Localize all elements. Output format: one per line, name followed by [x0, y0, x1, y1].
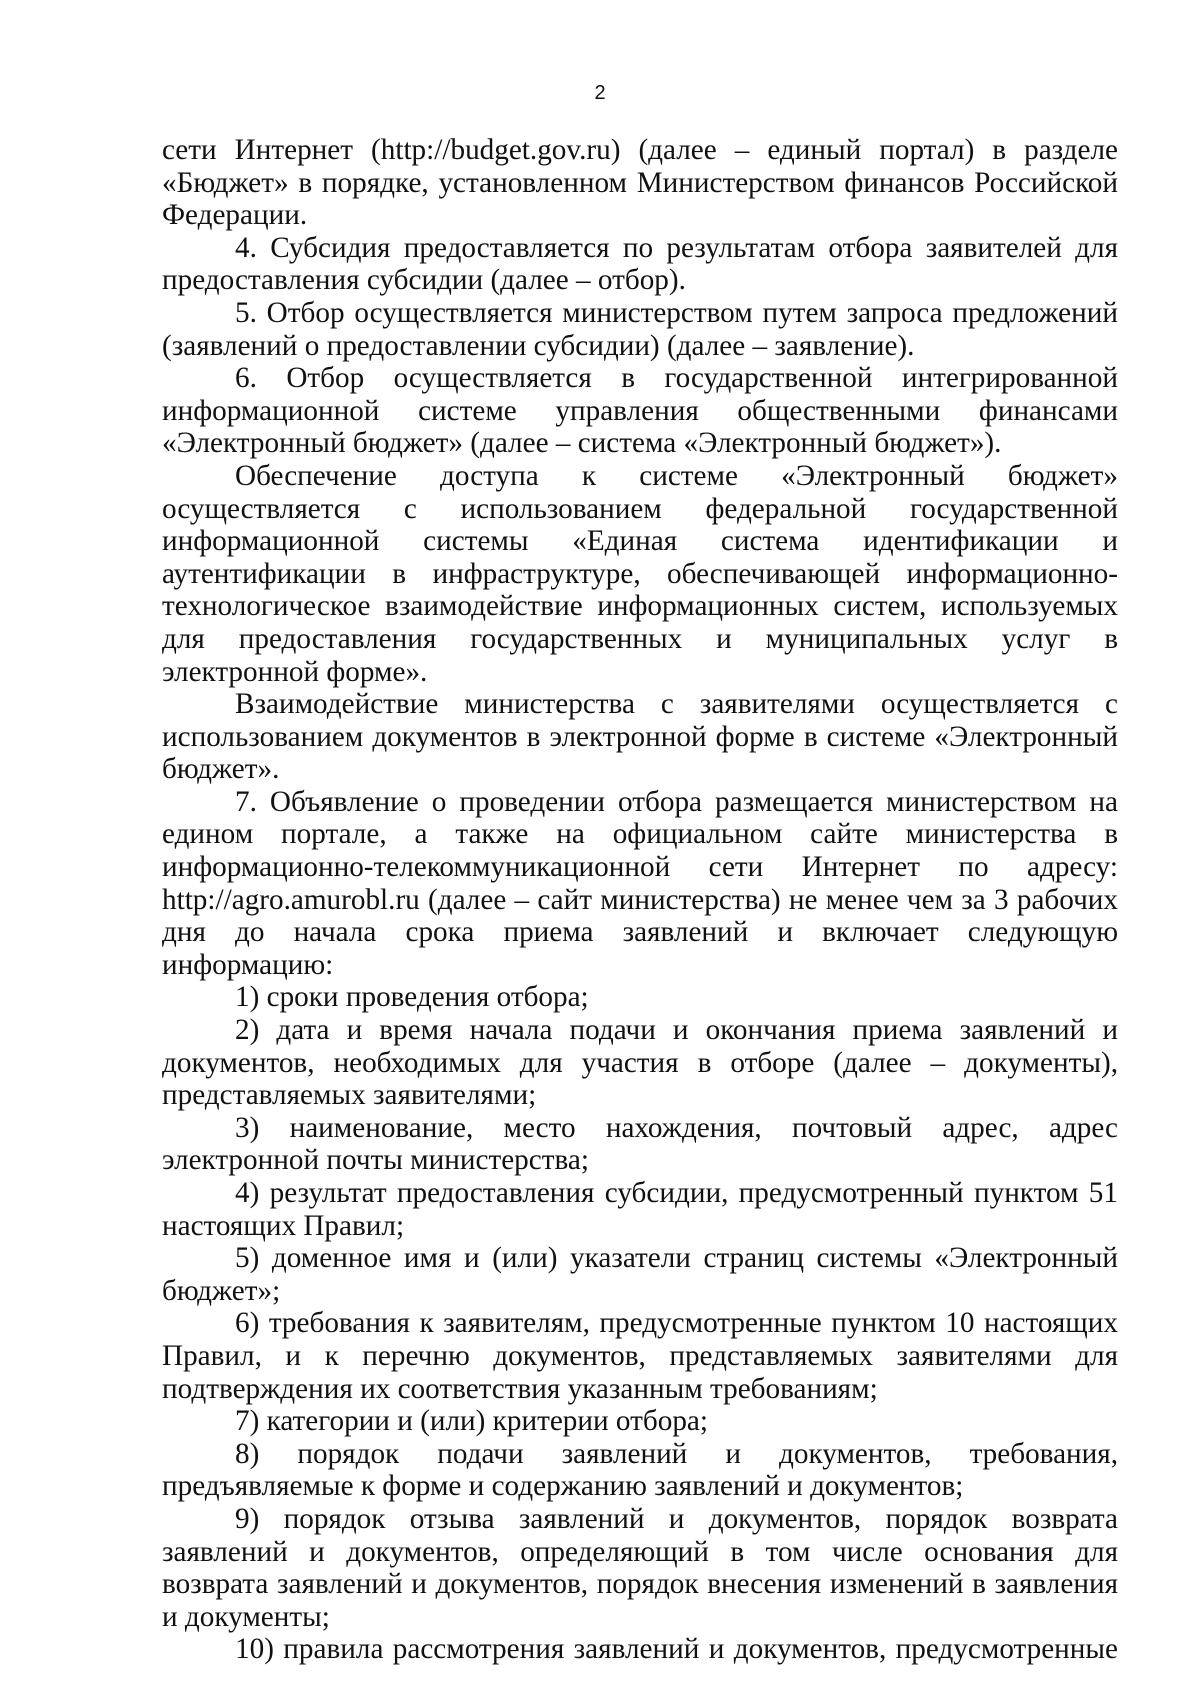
paragraph: 7. Объявление о проведении отбора размещается министерством на едином портале, а также на официальном сайте министерства в информационно-телекоммуникационной сети Интернет по адресу: http://agro.amurobl.ru (далее – сайт министерства) не менее чем за 3 рабочих дня до начала срока приема заявлений и включает следующую информацию: [162, 785, 1118, 981]
list-item: 5) доменное имя и (или) указатели страниц системы «Электронный бюджет»; [162, 1242, 1118, 1307]
list-item: 7) категории и (или) критерии отбора; [235, 1405, 708, 1438]
paragraph: сети Интернет (http://budget.gov.ru) (далее – единый портал) в разделе «Бюджет» в порядке, установленном Министерством финансов Российской Федерации. [162, 134, 1118, 232]
list-item: 2) дата и время начала подачи и окончания приема заявлений и документов, необходимых для участия в отборе (далее – документы), представляемых заявителями; [162, 1014, 1118, 1112]
paragraph: 4. Субсидия предоставляется по результатам отбора заявителей для предоставления субсидии (далее – отбор). [162, 231, 1118, 297]
list-item: 6) требования к заявителям, предусмотренные пунктом 10 настоящих Правил, и к перечню документов, представляемых заявителями для подтверждения их соответствия указанным требованиям; [162, 1307, 1118, 1405]
list-item: 4) результат предоставления субсидии, предусмотренный пунктом 51 настоящих Правил; [162, 1177, 1118, 1242]
list-item: 3) наименование, место нахождения, почтовый адрес, адрес электронной почты министерства; [162, 1111, 1118, 1177]
paragraph: 5. Отбор осуществляется министерством путем запроса предложений (заявлений о предоставлении субсидии) (далее – заявление). [162, 296, 1118, 362]
list-item: 8) порядок подачи заявлений и документов, требования, предъявляемые к форме и содержанию заявлений и документов; [162, 1437, 1118, 1503]
body-text [162, 134, 1118, 1666]
list-item: 10) правила рассмотрения заявлений и документов, предусмотренные [235, 1633, 1118, 1666]
paragraph: 6. Отбор осуществляется в государственной интегрированной информационной системе управления общественными финансами «Электронный бюджет» (далее – система «Электронный бюджет»). [162, 362, 1118, 460]
list-item: 9) порядок отзыва заявлений и документов, порядок возврата заявлений и документов, определяющий в том числе основания для возврата заявлений и документов, порядок внесения изменений в заявления и документы; [162, 1502, 1118, 1633]
paragraph: Обеспечение доступа к системе «Электронный бюджет» осуществляется с использованием федеральной государственной информационной системы «Единая система идентификации и аутентификации в инфраструктуре, обеспечивающей информационно-технологическое взаимодействие информационных систем, используемых для предоставления государственных и муниципальных услуг в электронной форме». [162, 459, 1118, 688]
paragraph: Взаимодействие министерства с заявителями осуществляется с использованием документов в электронной форме в системе «Электронный бюджет». [162, 688, 1118, 786]
list-item: 1) сроки проведения отбора; [235, 981, 589, 1014]
page-number: 2 [594, 82, 606, 104]
